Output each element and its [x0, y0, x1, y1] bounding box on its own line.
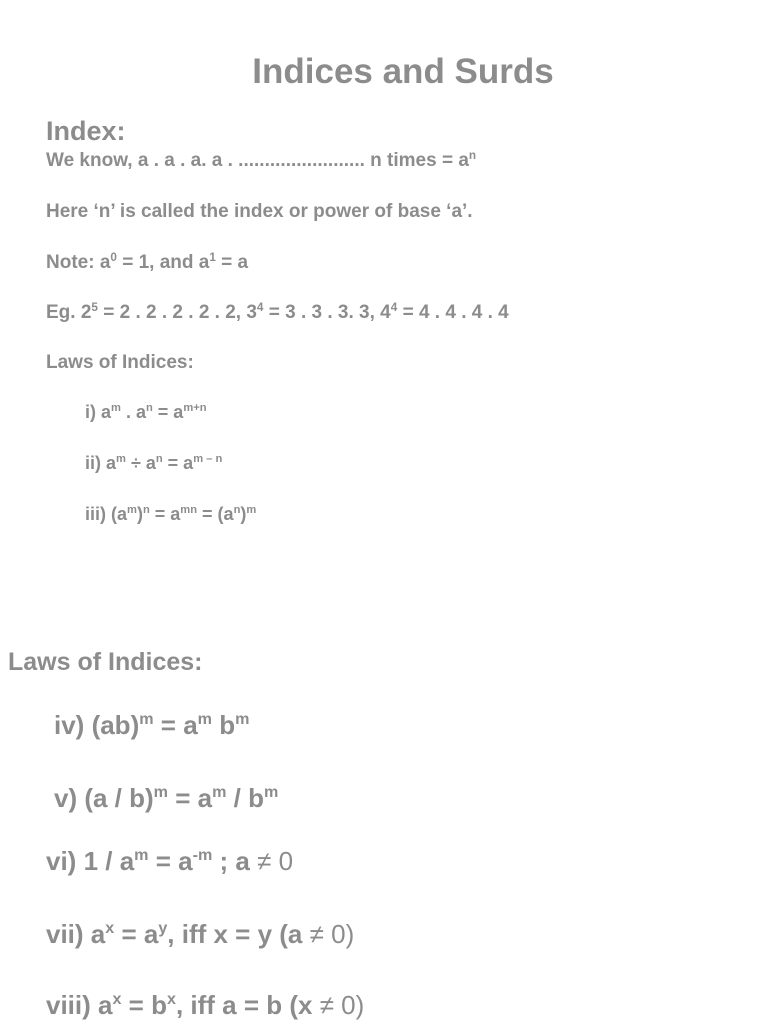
laws-heading-large: Laws of Indices: [8, 648, 203, 676]
law-iii: iii) $(a^m)^n = a^{mn} = (a^n)^m$ [85, 504, 257, 524]
index-explanation: Here ‘n’ is called the index or power of base ‘a’. [46, 201, 473, 222]
note-line: Note: $a^0 = 1$, and $a^1 = a$ [46, 250, 249, 273]
law-v: v) $(a / b)^m = a^m / b^m$ [54, 783, 279, 813]
law-viii: viii) $a^x = b^x$, iff a = b (x ≠ 0) [46, 990, 365, 1020]
index-heading: Index: [46, 116, 126, 146]
law-iv: iv) $(ab)^m = a^m$ $b^m$ [54, 710, 250, 740]
index-definition: We know, a . a . a. a . ........................ n times = $a^n$ [46, 148, 477, 171]
law-ii: ii) $a^m \div a^n = a^{m - n}$ [85, 453, 223, 473]
law-vii: vii) $a^x = a^y$, iff x = y (a ≠ 0) [46, 919, 355, 949]
laws-of-indices-subheading: Laws of Indices: [46, 352, 194, 373]
law-vi: vi) $1 / a^m = a^{-m}$ ; a ≠ 0 [46, 846, 294, 876]
law-i: i) $a^m$ . $a^n = a^{m+n}$ [85, 402, 207, 422]
example-line: Eg. $2^5 = 2$ . 2 . 2 . 2 . 2, $3^4 = 3$ . 3 . 3. 3, $4^4 = 4$ . 4 . 4 . 4 [46, 300, 509, 323]
page-title: Indices and Surds [252, 52, 554, 91]
